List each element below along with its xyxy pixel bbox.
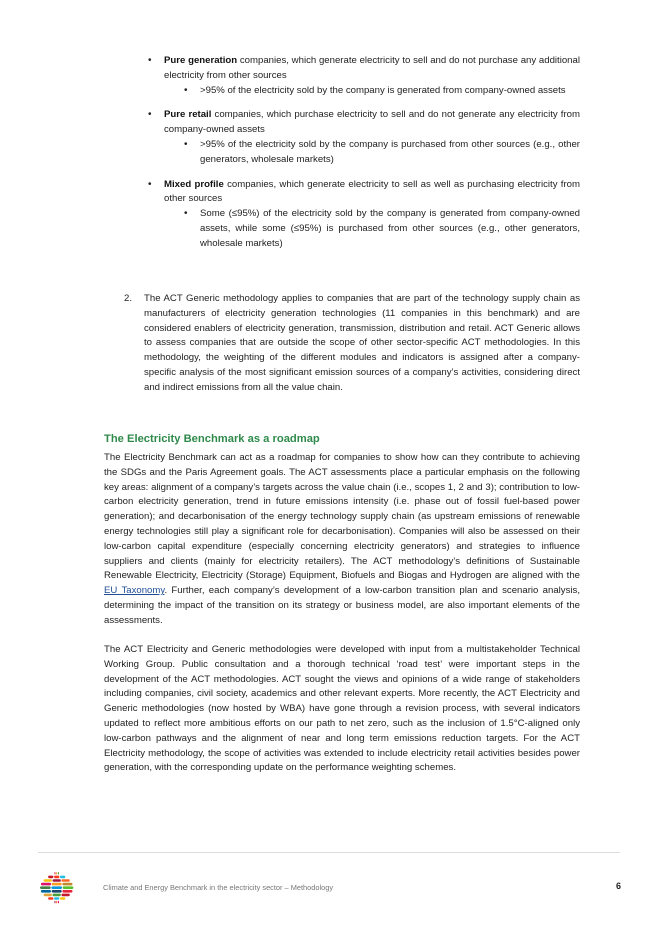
item-text: The ACT Generic methodology applies to companies that are part of the technology supply chain as manufacturers of electricity generation technologies (11 companies in this benchmark) and are considered enablers of electricity generation, transmission, distribution and retail. ACT Generic allows to assess companies that are outside the scope of other sector-specific ACT methodologies. In this methodology, the weighting of the different modules and indicators is assigned after a company-specific analysis of the most significant emission sources of a company’s activities, considering direct and indirect emissions from all the value chain. [144, 293, 580, 393]
logo-stripe [54, 872, 55, 875]
company-type-list [146, 54, 580, 262]
logo-stripe [53, 879, 61, 882]
logo-stripe [62, 883, 72, 886]
logo-stripe [48, 876, 53, 879]
term-description: companies, which generate electricity to sell and do not purchase any additional electricity from other sources [164, 55, 580, 81]
term: Mixed profile [164, 178, 224, 190]
logo-stripe [58, 901, 59, 904]
paragraph-text: . Further, each company’s development of a low-carbon transition plan and scenario analysis, determining the impact of the transition on its strategy or business model, are also important elements of the assessments. [104, 585, 580, 626]
term: Pure generation [164, 55, 238, 66]
logo-stripe [40, 886, 51, 889]
term-description: companies, which generate electricity to sell as well as purchasing electricity from other sources [164, 178, 580, 205]
logo-stripe [56, 901, 57, 904]
logo-stripe [63, 886, 74, 889]
numbered-item [124, 292, 580, 396]
logo-stripe [48, 897, 53, 900]
list-item [146, 108, 580, 167]
eu-taxonomy-link[interactable]: EU Taxonomy [104, 585, 165, 597]
paragraph-roadmap [104, 451, 580, 629]
term: Pure retail [164, 109, 212, 121]
sub-list-item: • >95% of the electricity sold by the company is generated from company-owned assets [182, 84, 580, 99]
item-number: 2. [124, 293, 133, 304]
list-item [146, 178, 580, 252]
footer-title: Climate and Energy Benchmark in the electricity sector – Methodology [103, 883, 334, 892]
logo-stripe [56, 872, 57, 875]
logo-stripe [52, 890, 62, 893]
logo-stripe [60, 897, 65, 900]
logo-stripe [60, 876, 65, 879]
logo-stripe [54, 897, 59, 900]
logo-stripe [58, 872, 59, 875]
logo-stripe [54, 876, 59, 879]
page-number: 6 [616, 881, 622, 891]
sub-list-item: • Some (≤95%) of the electricity sold by the company is generated from company-owned assets, while some (≤95%) is purchased from other sources (e.g., other generators, wholesale markets) [182, 207, 580, 251]
logo-stripe [41, 883, 51, 886]
logo-stripe [41, 890, 51, 893]
logo-stripe [62, 890, 72, 893]
logo-stripe [44, 894, 52, 897]
logo-stripe [44, 879, 52, 882]
logo-stripe [53, 894, 61, 897]
logo-stripe [52, 883, 62, 886]
logo-stripe [54, 901, 55, 904]
sub-list [164, 138, 580, 168]
logo-stripe [51, 886, 62, 889]
logo-stripe [61, 894, 69, 897]
term-description: companies, which purchase electricity to sell and do not generate any electricity from company-owned assets [164, 109, 580, 136]
paragraph-development: The ACT Electricity and Generic methodologies were developed with input from a multistakeholder Technical Working Group. Public consultation and a thorough technical ‘road test’ were important steps in the development of the ACT methodologies. ACT sought the views and opinions of a wide range of stakeholders including companies, civil society, academics and other relevant experts. More recently, the ACT Electricity and Generic methodologies (now hosted by WBA) have gone through a revision process, with several indicators updated to reflect more ambitious efforts on our path to net zero, such as the inclusion of 1.5°C-aligned only low-carbon pathways and the alignment of near and long term emissions reduction targets. For the ACT Electricity methodology, the scope of activities was extended to include electricity retail activities besides power generation, with the corresponding update on the performance weighting schemes. [104, 644, 580, 774]
list-item [146, 54, 580, 98]
sub-list [164, 84, 580, 99]
sdg-wheel-logo-icon [38, 870, 76, 906]
logo-stripe [61, 879, 69, 882]
sub-list-item: • >95% of the electricity sold by the company is purchased from other sources (e.g., other generators, wholesale markets) [182, 138, 580, 168]
section-heading: The Electricity Benchmark as a roadmap [104, 433, 320, 445]
paragraph-text: The Electricity Benchmark can act as a roadmap for companies to show how can they contribute to achieving the SDGs and the Paris Agreement goals. The ACT assessments place a particular emphasis on the following key areas: alignment of a company’s targets across the value chain (i.e., scopes 1, 2 and 3); contribution to low-carbon electricity generation, trend in future emissions intensity (i.e. phase out of fossil fuel-based power generation); and decarbonisation of the energy technology supply chain (as upstream emissions of renewable energy technologies still play a significant role for decarbonisation). Companies will also be assessed on their low-carbon capital expenditure (especially concerning electricity generators) and strategies to influence suppliers and clients (mainly for electricity retailers). The ACT methodology’s definitions of Sustainable Renewable Electricity, Electricity (Storage) Equipment, Biofuels and Biogas and Hydrogen are aligned with the [104, 452, 580, 582]
footer-divider [38, 852, 620, 853]
sub-list [164, 207, 580, 251]
